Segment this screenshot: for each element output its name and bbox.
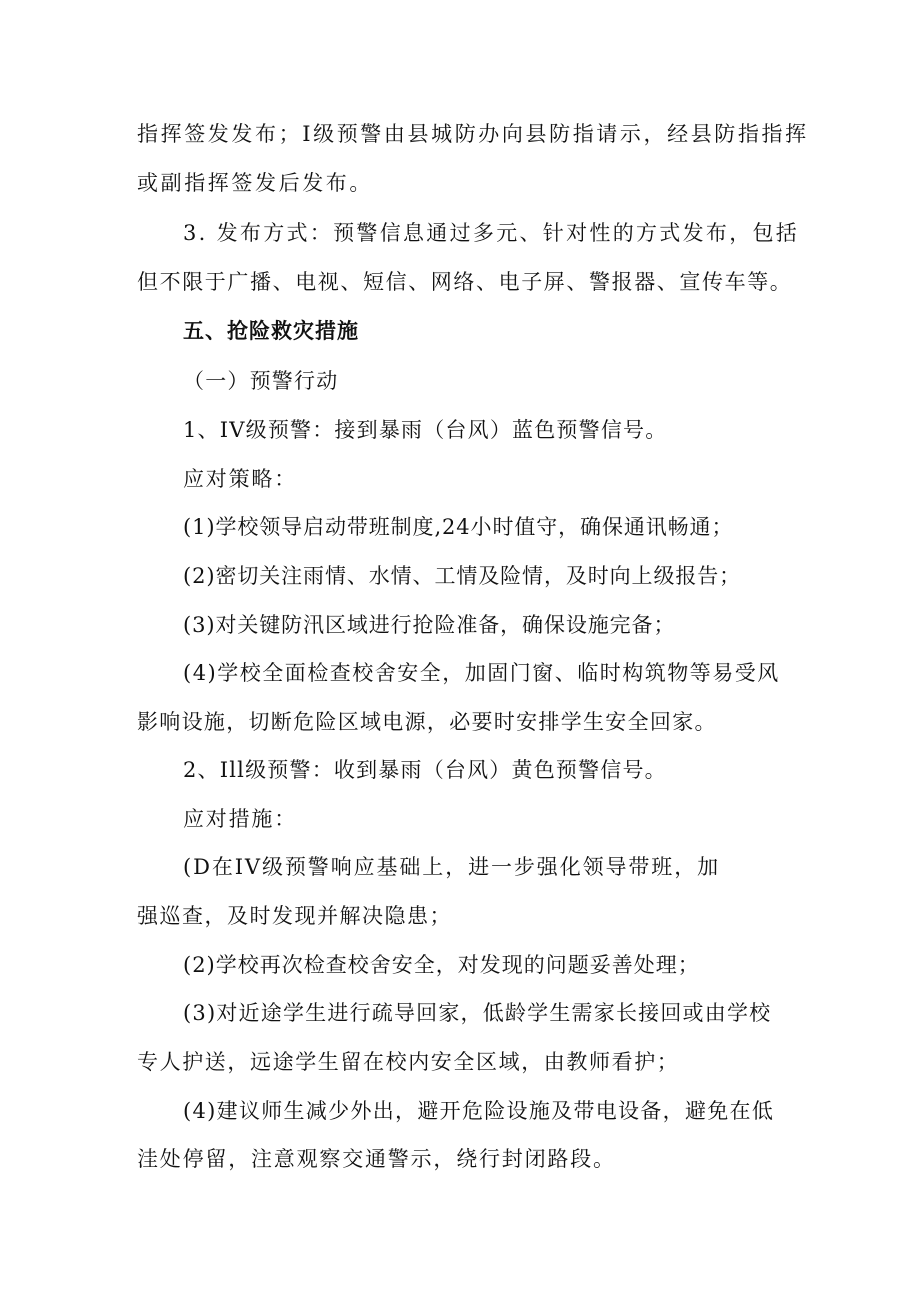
text-line-17: 强巡查，及时发现并解决隐患；	[137, 904, 452, 928]
text-line-11: (3)对关键防汛区域进行抢险准备，确保设施完备；	[183, 613, 676, 637]
text-line-9: (1)学校领导启动带班制度,24小时值守，确保通讯畅通；	[183, 515, 734, 539]
subsection-heading: （一）预警行动	[183, 369, 339, 393]
text-line-22: 洼处停留，注意观察交通警示，绕行封闭路段。	[137, 1147, 616, 1171]
text-line-8: 应对策略：	[183, 467, 297, 491]
text-line-21: (4)建议师生减少外出，避开危险设施及带电设备，避免在低	[183, 1099, 775, 1123]
text-line-15: 应对措施：	[183, 807, 297, 831]
text-line-18: (2)学校再次检查校舍安全，对发现的问题妥善处理；	[183, 953, 700, 977]
text-line-14: 2、Ill级预警：收到暴雨（台风）黄色预警信号。	[183, 758, 667, 782]
section-heading: 五、抢险救灾措施	[183, 319, 359, 343]
text-line-7: 1、IV级预警：接到暴雨（台风）蓝色预警信号。	[183, 418, 668, 442]
text-line-4: 但不限于广播、电视、短信、网络、电子屏、警报器、宣传车等。	[137, 270, 793, 294]
text-line-3: 3. 发布方式：预警信息通过多元、针对性的方式发布，包括	[183, 221, 800, 245]
text-line-1: 指挥签发发布；I级预警由县城防办向县防指请示，经县防指指挥	[137, 122, 809, 146]
text-line-19: (3)对近途学生进行疏导回家，低龄学生需家长接回或由学校	[183, 1001, 772, 1025]
text-line-10: (2)密切关注雨情、水情、工情及险情，及时向上级报告；	[183, 564, 742, 588]
text-line-13: 影响设施，切断危险区域电源，必要时安排学生安全回家。	[137, 710, 717, 734]
text-line-16: (D在IV级预警响应基础上，进一步强化领导带班，加	[183, 855, 720, 879]
text-line-2: 或副指挥签发后发布。	[137, 171, 373, 195]
text-line-12: (4)学校全面检查校舍安全，加固门窗、临时构筑物等易受风	[183, 661, 780, 685]
text-line-20: 专人护送，远途学生留在校内安全区域，由教师看护；	[137, 1050, 680, 1074]
